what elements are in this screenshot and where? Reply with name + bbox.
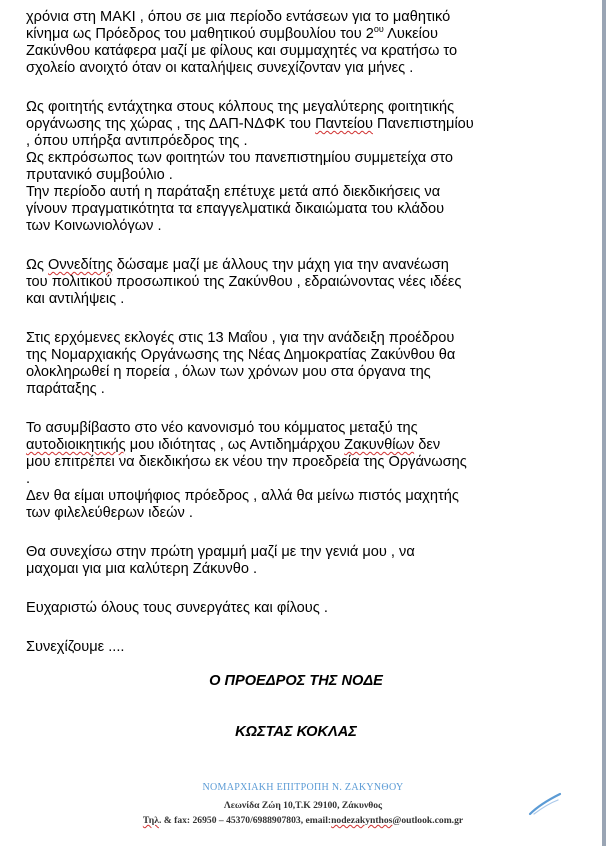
paragraph-line: Δεν θα είμαι υποψήφιος πρόεδρος , αλλά θα μείνω πιστός μαχητής xyxy=(26,488,459,504)
paragraph-line: Θα συνεχίσω στην πρώτη γραμμή μαζί με την γενιά μου , να xyxy=(26,544,415,560)
paragraph-line: οργάνωσης της χώρας , της ΔΑΠ-ΝΔΦΚ του Παντείου Πανεπιστημίου xyxy=(26,116,474,132)
paragraph-line: παράταξης . xyxy=(26,381,105,397)
paragraph-line: χρόνια στη ΜΑΚΙ , όπου σε μια περίοδο εντάσεων για το μαθητικό xyxy=(26,9,451,25)
paragraph-line: Την περίοδο αυτή η παράταξη επέτυχε μετά από διεκδικήσεις να xyxy=(26,184,441,200)
paragraph-line: , όπου υπήρξα αντιπρόεδρος της . xyxy=(26,133,248,149)
paragraph-line: Το ασυμβίβαστο στο νέο κανονισμό του κόμματος μεταξύ της xyxy=(26,420,418,436)
paragraph-line: των φιλελεύθερων ιδεών . xyxy=(26,505,193,521)
paragraph-line: των Κοινωνιολόγων . xyxy=(26,218,162,234)
paragraph-line: Συνεχίζουμε .... xyxy=(26,639,125,655)
paragraph-line: γίνουν πραγματικότητα τα επαγγελματικά δικαιώματα του κλάδου xyxy=(26,201,445,217)
signature-name: ΚΩΣΤΑΣ ΚΟΚΛΑΣ xyxy=(235,724,357,740)
footer-org: ΝΟΜΑΡΧΙΑΚΗ ΕΠΙΤΡΟΠΗ Ν. ΖΑΚΥΝΘΟΥ xyxy=(202,782,404,793)
paragraph-line: Ευχαριστώ όλους τους συνεργάτες και φίλους . xyxy=(26,600,328,616)
paragraph-line: του πολιτικού προσωπικού της Ζακύνθου , εδραιώνοντας νέες ιδέες xyxy=(26,274,462,290)
paragraph-line: πρυτανικό συμβούλιο . xyxy=(26,167,173,183)
paragraph-line: αυτοδιοικητικής μου ιδιότητας , ως Αντιδημάρχου Ζακυνθίων δεν xyxy=(26,437,441,453)
paragraph-line: Ως Οννεδίτης δώσαμε μαζί με άλλους την μάχη για την ανανέωση xyxy=(26,257,449,273)
superscript: ου xyxy=(373,24,384,35)
paragraph-line: ολοκληρωθεί η πορεία , όλων των χρόνων μου στα όργανα της xyxy=(26,364,431,380)
paragraph-line: μαχομαι για μια καλύτερη Ζάκυνθο . xyxy=(26,561,258,577)
page-edge xyxy=(602,0,606,846)
misspelled-word[interactable]: Παντείου xyxy=(315,116,373,132)
footer-address: Λεωνίδα Ζώη 10,Τ.Κ 29100, Ζάκυνθος xyxy=(223,800,383,811)
misspelled-word[interactable]: Οννεδίτης xyxy=(48,257,113,273)
paragraph-line: μου επιτρέπει να διεκδικήσω εκ νέου την προεδρεία της Οργάνωσης xyxy=(26,454,467,470)
paragraph-line: σχολείο ανοιχτό όταν οι καταλήψεις συνεχίζονταν για μήνες . xyxy=(26,60,414,76)
signature-title: Ο ΠΡΟΕΔΡΟΣ ΤΗΣ ΝΟΔΕ xyxy=(209,673,383,689)
paragraph-line: . xyxy=(26,471,31,487)
paragraph-line: Ως φοιτητής εντάχτηκα στους κόλπους της μεγαλύτερης φοιτητικής xyxy=(26,99,455,115)
paragraph-line: Ως εκπρόσωπος των φοιτητών του πανεπιστημίου συμμετείχα στο xyxy=(26,150,453,166)
paragraph-line: της Νομαρχιακής Οργάνωσης της Νέας Δημοκρατίας Ζακύνθου θα xyxy=(26,347,456,363)
misspelled-word[interactable]: αυτοδιοικητικής xyxy=(26,437,126,453)
footer-contact: Τηλ. & fax: 26950 – 45370/6988907803, email:nodezakynthos@outlook.com.gr xyxy=(142,815,464,826)
paragraph-line: και αντιλήψεις . xyxy=(26,291,125,307)
paragraph-line: κίνημα ως Πρόεδρος του μαθητικού συμβουλίου του $2^{o\upsilon}$ Λυκείου xyxy=(26,24,438,42)
paragraph-line: Στις ερχόμενες εκλογές στις 13 Μαΐου , για την ανάδειξη προέδρου xyxy=(26,330,455,346)
misspelled-word[interactable]: Ζακυνθίων xyxy=(344,437,415,453)
paragraph-line: Ζακύνθου κατάφερα μαζί με φίλους και συμμαχητές να κρατήσω το xyxy=(26,43,458,59)
document-body xyxy=(26,0,566,741)
